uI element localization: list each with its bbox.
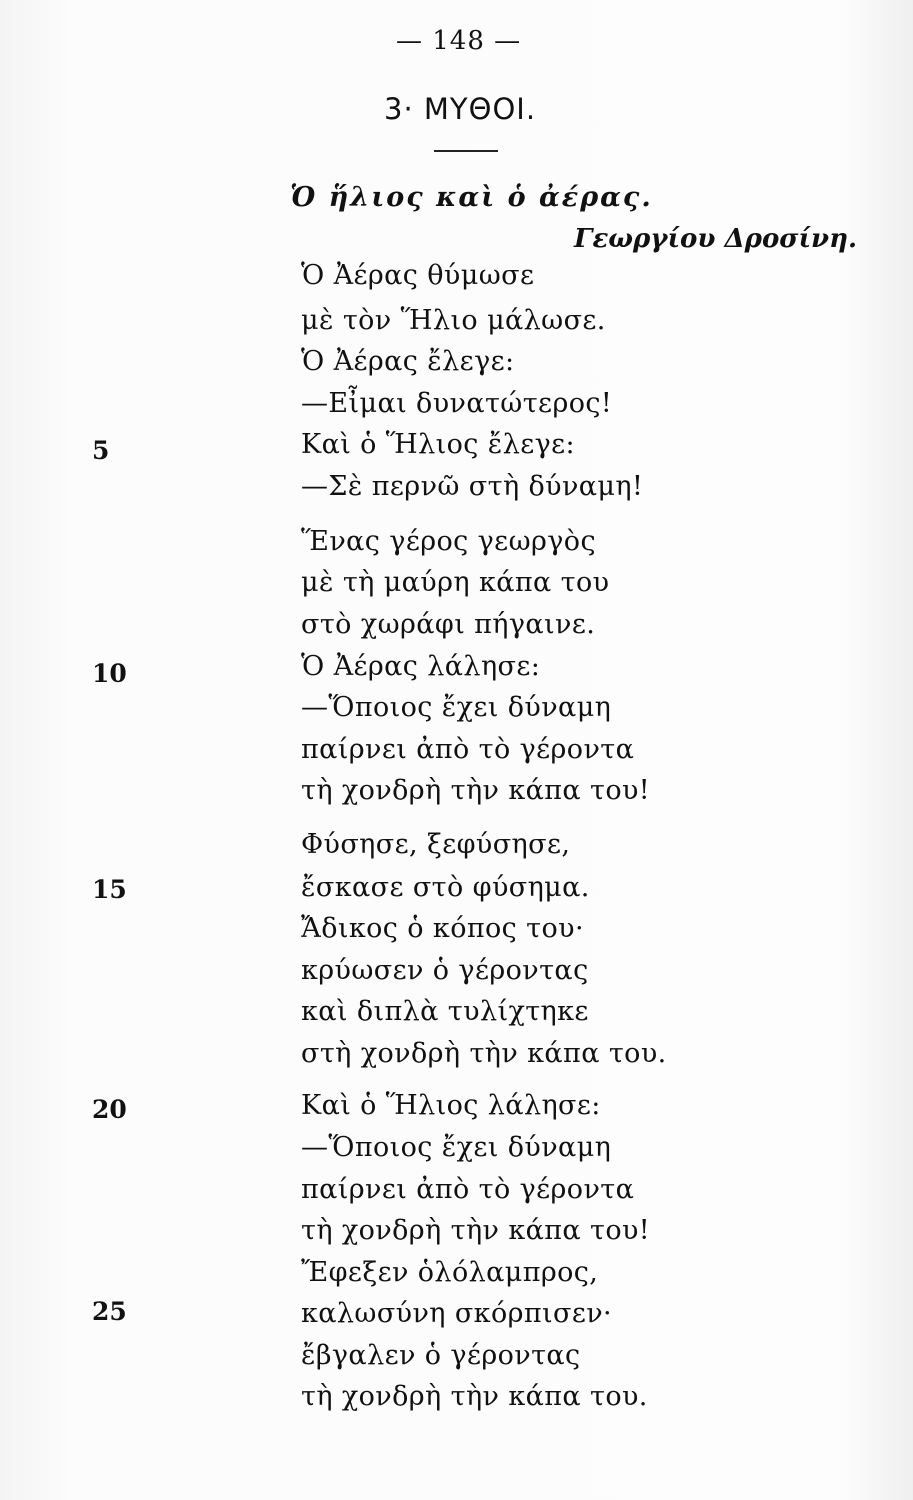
- poem-line: παίρνει ἀπὸ τὸ γέροντα: [301, 1174, 635, 1205]
- poem-line: μὲ τὸν Ἥλιο μάλωσε.: [301, 305, 606, 336]
- poem-line: τὴ χονδρὴ τὴν κάπα του.: [301, 1381, 648, 1412]
- poem-line: —Σὲ περνῶ στὴ δύναμη!: [301, 471, 644, 502]
- poem-line: Ὁ Ἀέρας θύμωσε: [301, 260, 535, 291]
- line-number: 25: [92, 1297, 127, 1326]
- poem-line: καλωσύνη σκόρπισεν·: [301, 1298, 613, 1329]
- line-number: 5: [92, 436, 110, 465]
- line-number: 20: [92, 1095, 127, 1124]
- poem-author: Γεωργίου Δροσίνη.: [574, 224, 858, 254]
- poem-line: στὴ χονδρὴ τὴν κάπα του.: [301, 1038, 667, 1069]
- poem-line: τὴ χονδρὴ τὴν κάπα του!: [301, 1215, 651, 1246]
- poem-line: Ἔφεξεν ὁλόλαμπρος,: [301, 1257, 599, 1288]
- poem-line: —Εἶμαι δυνατώτερος!: [301, 388, 613, 419]
- poem-line: κρύωσεν ὁ γέροντας: [301, 955, 589, 986]
- poem-line: Ὁ Ἀέρας λάλησε:: [301, 651, 541, 682]
- line-number: 10: [92, 659, 127, 688]
- poem-line: καὶ διπλὰ τυλίχτηκε: [301, 996, 589, 1027]
- poem-line: μὲ τὴ μαύρη κάπα του: [301, 567, 610, 598]
- line-number: 15: [92, 875, 127, 904]
- poem-line: Φύσησε, ξεφύσησε,: [301, 829, 571, 860]
- poem-line: τὴ χονδρὴ τὴν κάπα του!: [301, 775, 651, 806]
- poem-line: παίρνει ἀπὸ τὸ γέροντα: [301, 734, 635, 765]
- poem-line: —Ὅποιος ἔχει δύναμη: [301, 1132, 612, 1163]
- poem-line: στὸ χωράφι πήγαινε.: [301, 609, 596, 640]
- page-number: — 148 —: [396, 26, 522, 56]
- poem-line: Ὁ Ἀέρας ἔλεγε:: [301, 346, 515, 377]
- title-divider: [434, 150, 498, 152]
- poem-line: Καὶ ὁ Ἥλιος λάλησε:: [301, 1090, 601, 1121]
- poem-line: Ἕνας γέρος γεωργὸς: [301, 526, 596, 557]
- poem-line: —Ὅποιος ἔχει δύναμη: [301, 692, 612, 723]
- poem-line: Ἄδικος ὁ κόπος του·: [301, 913, 584, 944]
- section-title: 3· ΜΥΘΟΙ.: [384, 92, 537, 126]
- poem-line: ἔσκασε στὸ φύσημα.: [301, 872, 590, 903]
- poem-line: ἔβγαλεν ὁ γέροντας: [301, 1340, 581, 1371]
- poem-title: Ὁ ἥλιος καὶ ὁ ἀέρας.: [290, 182, 653, 213]
- poem-line: Καὶ ὁ Ἥλιος ἔλεγε:: [301, 429, 576, 460]
